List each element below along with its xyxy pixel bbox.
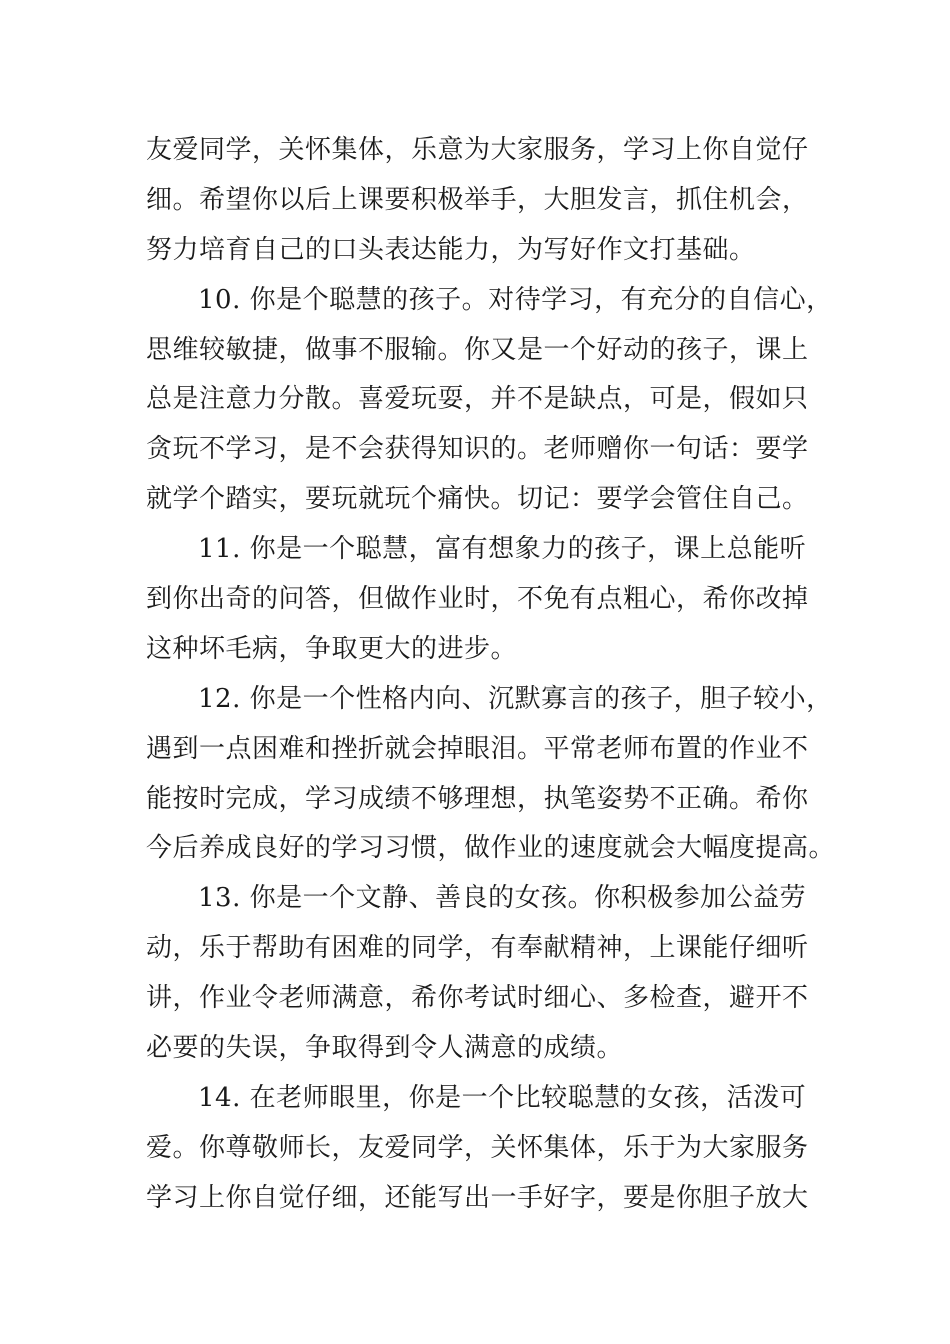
text-line: 能按时完成，学习成绩不够理想，执笔姿势不正确。希你 (146, 783, 809, 814)
paragraph-start-line: 14. 在老师眼里，你是一个比较聪慧的女孩，活泼可 (198, 1082, 807, 1113)
paragraph-start-line: 13. 你是一个文静、善良的女孩。你积极参加公益劳 (198, 883, 807, 914)
text-line: 这种坏毛病，争取更大的进步。 (146, 633, 518, 664)
text-line: 学习上你自觉仔细，还能写出一手好字，要是你胆子放大 (146, 1182, 809, 1213)
text-line: 今后养成良好的学习习惯，做作业的速度就会大幅度提高。 (146, 833, 836, 864)
paragraph-start-line: 10. 你是个聪慧的孩子。对待学习，有充分的自信心， (198, 284, 833, 315)
text-line: 动，乐于帮助有困难的同学，有奉献精神，上课能仔细听 (146, 933, 809, 964)
text-line: 总是注意力分散。喜爱玩耍，并不是缺点，可是，假如只 (146, 384, 809, 415)
text-line: 细。希望你以后上课要积极举手，大胆发言，抓住机会， (146, 184, 809, 215)
text-line: 遇到一点困难和挫折就会掉眼泪。平常老师布置的作业不 (146, 733, 809, 764)
text-line: 爱。你尊敬师长，友爱同学，关怀集体，乐于为大家服务 (146, 1132, 809, 1163)
text-line: 就学个踏实，要玩就玩个痛快。切记：要学会管住自己。 (146, 484, 809, 515)
text-line: 必要的失误，争取得到令人满意的成绩。 (146, 1033, 624, 1064)
text-line: 友爱同学，关怀集体，乐意为大家服务，学习上你自觉仔 (146, 135, 809, 165)
text-line: 到你出奇的问答，但做作业时，不免有点粗心，希你改掉 (146, 584, 809, 615)
text-line: 思维较敏捷，做事不服输。你又是一个好动的孩子，课上 (146, 334, 809, 365)
text-line: 讲，作业令老师满意，希你考试时细心、多检查，避开不 (146, 983, 809, 1014)
text-line: 努力培育自己的口头表达能力，为写好作文打基础。 (146, 234, 756, 265)
paragraph-start-line: 12. 你是一个性格内向、沉默寡言的孩子，胆子较小， (198, 683, 833, 714)
document-body (146, 126, 836, 1224)
text-line: 贪玩不学习，是不会获得知识的。老师赠你一句话：要学 (146, 434, 809, 465)
paragraph-start-line: 11. 你是一个聪慧，富有想象力的孩子，课上总能听 (198, 534, 807, 565)
